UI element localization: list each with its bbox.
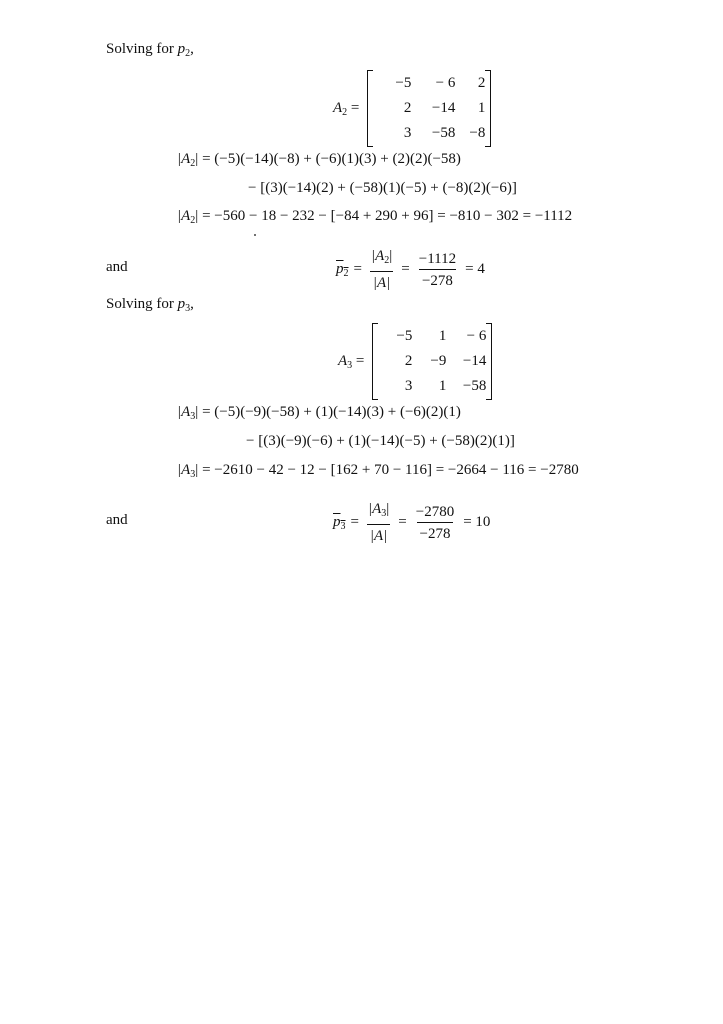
fraction-values-p3: $\frac{-2780}{-278}$ — [415, 503, 455, 542]
and-label-p3: and — [106, 512, 128, 528]
det-a2-line3: $|A_2| = -560 - 18 - 232 - [-84 + 290 + 96] = -810 - 302 = -1112$ — [177, 208, 573, 226]
and-label-p2: and — [106, 259, 128, 275]
pbar2-symbol: $p_2$ — [336, 260, 349, 279]
matrix-cell: −5 — [395, 75, 412, 91]
matrix-a2 — [333, 70, 491, 147]
fraction-values-p2: $\frac{-1112}{-278}$ — [418, 250, 457, 289]
det-a3-line1: $|A_3| = (-5)(-9)(-58) + (1)(-14)(3) + (-6)(2)(1)$ — [177, 404, 461, 422]
matrix-a3-label: $A_3$ = — [338, 352, 365, 371]
pbar3-equation: $p_3$ = $\frac{|A_3|}{|A|}$ = $\frac{-2780}{-278}$ = 10 — [333, 501, 491, 544]
matrix-a3-brackets — [372, 323, 492, 400]
det-a3-line3: $|A_3| = -2610 - 42 - 12 - [162 + 70 - 116] = -2664 - 116 = -2780$ — [177, 462, 579, 480]
matrix-cell: −5 — [396, 328, 413, 344]
pbar3-symbol: $p_3$ — [333, 513, 346, 532]
det-a3-line2: − [(3)(−9)(−6) + (1)(−14)(−5) + (−58)(2)(1)] — [246, 433, 515, 449]
matrix-cell: 1 — [438, 378, 447, 394]
result-p3: = 10 — [463, 514, 491, 530]
matrix-cell: − 6 — [435, 75, 456, 91]
matrix-cell: −9 — [430, 353, 447, 369]
fraction-det-a2-over-det-a: $\frac{|A_2|}{|A|}$ — [370, 248, 393, 291]
matrix-cell: −8 — [469, 125, 486, 141]
matrix-cell: 2 — [404, 353, 413, 369]
det-a2-line1: $|A_2| = (-5)(-14)(-8) + (-6)(1)(3) + (2)(2)(-58)$ — [177, 151, 461, 169]
matrix-cell: 3 — [404, 378, 413, 394]
stray-dot — [254, 234, 256, 236]
matrix-cell: − 6 — [466, 328, 487, 344]
matrix-cell: −14 — [431, 100, 456, 116]
matrix-cell: 1 — [438, 328, 447, 344]
result-p2: = 4 — [465, 261, 485, 277]
heading-solving-p3: Solving for $p_3$, — [106, 296, 194, 314]
matrix-cell: −58 — [462, 378, 487, 394]
matrix-a2-label: $A_2$ = — [333, 99, 360, 118]
matrix-cell: −58 — [431, 125, 456, 141]
fraction-det-a3-over-det-a: $\frac{|A_3|}{|A|}$ — [367, 501, 390, 544]
matrix-a3 — [338, 323, 492, 400]
matrix-cell: 2 — [403, 100, 412, 116]
matrix-cell: 3 — [403, 125, 412, 141]
matrix-cell: −14 — [462, 353, 487, 369]
matrix-cell: 1 — [477, 100, 486, 116]
det-a2-line2: − [(3)(−14)(2) + (−58)(1)(−5) + (−8)(2)(−6)] — [248, 180, 517, 196]
heading-solving-p2: Solving for $p_2$, — [106, 41, 194, 59]
matrix-a2-brackets — [367, 70, 491, 147]
matrix-cell: 2 — [477, 75, 486, 91]
pbar2-equation: $p_2$ = $\frac{|A_2|}{|A|}$ = $\frac{-1112}{-278}$ = 4 — [336, 248, 485, 291]
